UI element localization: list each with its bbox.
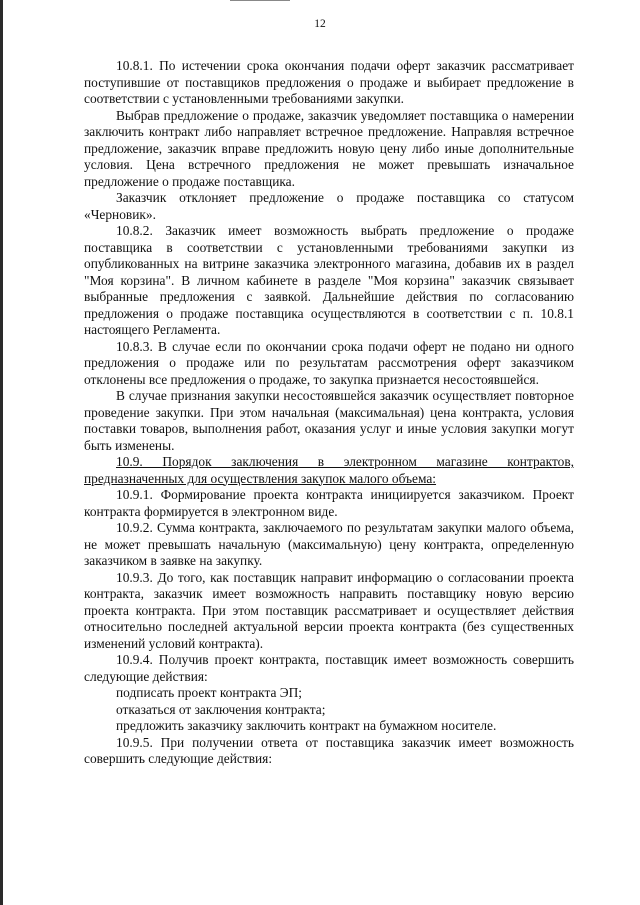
list-item-sign: подписать проект контракта ЭП; xyxy=(116,685,303,700)
scan-edge-left xyxy=(0,0,3,905)
scan-edge-top xyxy=(230,0,290,1)
list-item-refuse: отказаться от заключения контракта; xyxy=(116,701,326,717)
paragraph-10-9-2: 10.9.2. Сумма контракта, заключаемого по результатам закупки малого объема, не может превышать начальную (максимальную) цену контракта, определенную заказчиком в заявке на закупку. xyxy=(84,520,574,568)
paragraph-repeat-procurement: В случае признания закупки несостоявшейся заказчик осуществляет повторное проведение закупки. При этом начальная (максимальная) цена контракта, условия поставки товаров, выполнения работ, оказания услуг и иные условия закупки могут быть изменены. xyxy=(84,388,574,453)
list-item-paper: предложить заказчику заключить контракт на бумажном носителе. xyxy=(116,718,497,733)
paragraph-10-9-4: 10.9.4. Получив проект контракта, поставщик имеет возможность совершить следующие действия: xyxy=(84,652,574,684)
paragraph-10-9-1: 10.9.1. Формирование проекта контракта инициируется заказчиком. Проект контракта формируется в электронном виде. xyxy=(84,487,574,519)
section-heading-text: 10.9. Порядок заключения в электронном магазине контрактов, предназначенных для осуществления закупок малого объема: xyxy=(84,454,574,486)
document-body xyxy=(84,58,574,768)
paragraph-counter-offer: Выбрав предложение о продаже, заказчик уведомляет поставщика о намерении заключить контракт либо направляет встречное предложение. Направляя встречное предложение, заказчик вправе предложить новую цену либо иные дополнительные условия. Цена встречного предложения не может превышать изначальное предложение о продаже поставщика. xyxy=(84,107,574,189)
paragraph-10-8-3: 10.8.3. В случае если по окончании срока подачи оферт не подано ни одного предложения о продаже или по результатам рассмотрения оферт заказчиком отклонены все предложения о продаже, то закупка признается несостоявшейся. xyxy=(84,338,574,387)
paragraph-10-9-5: 10.9.5. При получении ответа от поставщика заказчик имеет возможность совершить следующие действия: xyxy=(84,734,574,766)
paragraph-10-9-3: 10.9.3. До того, как поставщик направит информацию о согласовании проекта контракта, заказчик имеет возможность направить поставщику новую версию проекта контракта. При этом поставщик рассматривает и осуществляет действия относительно последней актуальной версии проекта контракта (без существенных изменений условий контракта). xyxy=(84,569,574,651)
section-heading-10-9 xyxy=(84,454,574,487)
paragraph-10-8-2: 10.8.2. Заказчик имеет возможность выбрать предложение о продаже поставщика в соответствии с установленными требованиями закупки из опубликованных на витрине заказчика электронного магазина, добавив их в раздел "Моя корзина". В личном кабинете в разделе "Моя корзина" заказчик связывает выбранные предложения с заявкой. Дальнейшие действия по согласованию предложения о продаже поставщика осуществляются в соответствии с п. 10.8.1 настоящего Регламента. xyxy=(84,223,574,337)
paragraph-draft-status: Заказчик отклоняет предложение о продаже поставщика со статусом «Черновик». xyxy=(84,190,574,222)
paragraph-10-8-1: 10.8.1. По истечении срока окончания подачи оферт заказчик рассматривает поступившие от поставщиков предложения о продаже и выбирает предложение в соответствии с установленными требованиями закупки. xyxy=(84,58,574,106)
page-number: 12 xyxy=(314,18,326,30)
